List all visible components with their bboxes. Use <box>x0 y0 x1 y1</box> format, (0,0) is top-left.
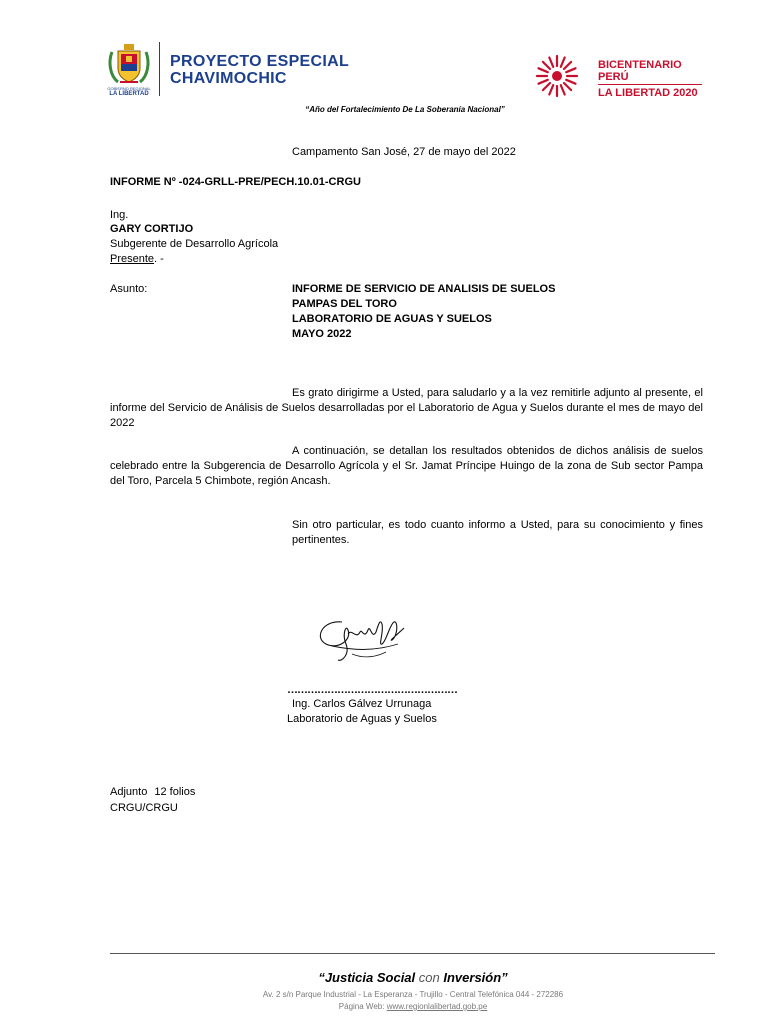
header-divider <box>159 42 160 96</box>
recipient-role: Subgerente de Desarrollo Agrícola <box>110 238 279 250</box>
subject-line-2: PAMPAS DEL TORO <box>292 298 397 310</box>
subject-line-1: INFORME DE SERVICIO DE ANALISIS DE SUELOS <box>292 283 556 295</box>
attachment-label: Adjunto <box>110 786 148 798</box>
bicentenario-line3: LA LIBERTAD 2020 <box>598 87 698 99</box>
footer-address: Av. 2 s/n Parque Industrial - La Esperanza - Trujillo - Central Telefónica 044 - 272286 <box>262 990 564 999</box>
org-name-line2: CHAVIMOCHIC <box>170 70 287 87</box>
org-name-line1: PROYECTO ESPECIAL <box>170 53 350 70</box>
emblem-caption-1: GOBIERNO REGIONAL <box>107 86 151 91</box>
bicentenario-line2: PERÚ <box>598 71 629 83</box>
footer-slogan <box>0 970 768 985</box>
bicentenario-sunburst-icon <box>533 52 581 100</box>
bicentenario-line1: BICENTENARIO <box>598 59 682 71</box>
slogan-con: con <box>418 970 440 985</box>
paragraph-1: Es grato dirigirme a Usted, para saludarlo y a la vez remitirle adjunto al presente, el informe del Servicio de Análisis de Suelos desarrolladas por el Laboratorio de Agua y Suelos durante el mes de mayo del 2022 <box>110 387 703 429</box>
signature-dotted-line: …………………………………………… <box>287 684 457 696</box>
signature <box>312 610 412 668</box>
recipient-title: Ing. <box>110 209 129 221</box>
slogan-part2: Inversión” <box>443 970 508 985</box>
presente-line <box>110 252 164 267</box>
footer-web-link[interactable]: www.regionlalibertad.gob.pe <box>386 1002 488 1011</box>
attachment-value: 12 folios <box>154 786 196 798</box>
presente-suffix: . - <box>154 253 164 265</box>
footer-web-label: Página Web: <box>338 1002 385 1011</box>
footer-web <box>0 1002 768 1011</box>
paragraph-2: A continuación, se detallan los resultados obtenidos de dichos análisis de suelos celebrado entre la Subgerencia de Desarrollo Agrícola y el Sr. Jamat Príncipe Huingo de la zona de Sub sector Pampa del Toro, Parcela 5 Chimbote, región Ancash. <box>110 445 703 487</box>
recipient-name: GARY CORTIJO <box>110 223 194 235</box>
subject-line-4: MAYO 2022 <box>292 328 352 340</box>
bicentenario-logo <box>533 52 581 100</box>
signer-unit: Laboratorio de Aguas y Suelos <box>287 713 437 725</box>
paragraph-3: Sin otro particular, es todo cuanto informo a Usted, para su conocimiento y fines pertinentes. <box>292 519 703 546</box>
initials: CRGU/CRGU <box>110 802 178 814</box>
slogan-part1: “Justicia Social <box>318 970 416 985</box>
regional-emblem <box>106 42 152 98</box>
handwritten-signature-icon <box>312 610 412 668</box>
report-number: INFORME Nº -024-GRLL-PRE/PECH.10.01-CRGU <box>110 176 361 188</box>
coat-of-arms-icon <box>106 42 152 88</box>
presente-text: Presente <box>110 253 155 265</box>
bicentenario-rule <box>598 84 702 85</box>
subject-label: Asunto: <box>110 283 148 295</box>
subject-line-3: LABORATORIO DE AGUAS Y SUELOS <box>292 313 492 325</box>
attachment-line <box>110 785 195 800</box>
emblem-caption-2: LA LIBERTAD <box>109 91 149 97</box>
place-date: Campamento San José, 27 de mayo del 2022 <box>292 146 516 158</box>
signer-name: Ing. Carlos Gálvez Urrunaga <box>292 698 432 710</box>
footer-rule <box>110 953 715 954</box>
motto: “Año del Fortalecimiento De La Soberanía Nacional” <box>305 105 505 114</box>
